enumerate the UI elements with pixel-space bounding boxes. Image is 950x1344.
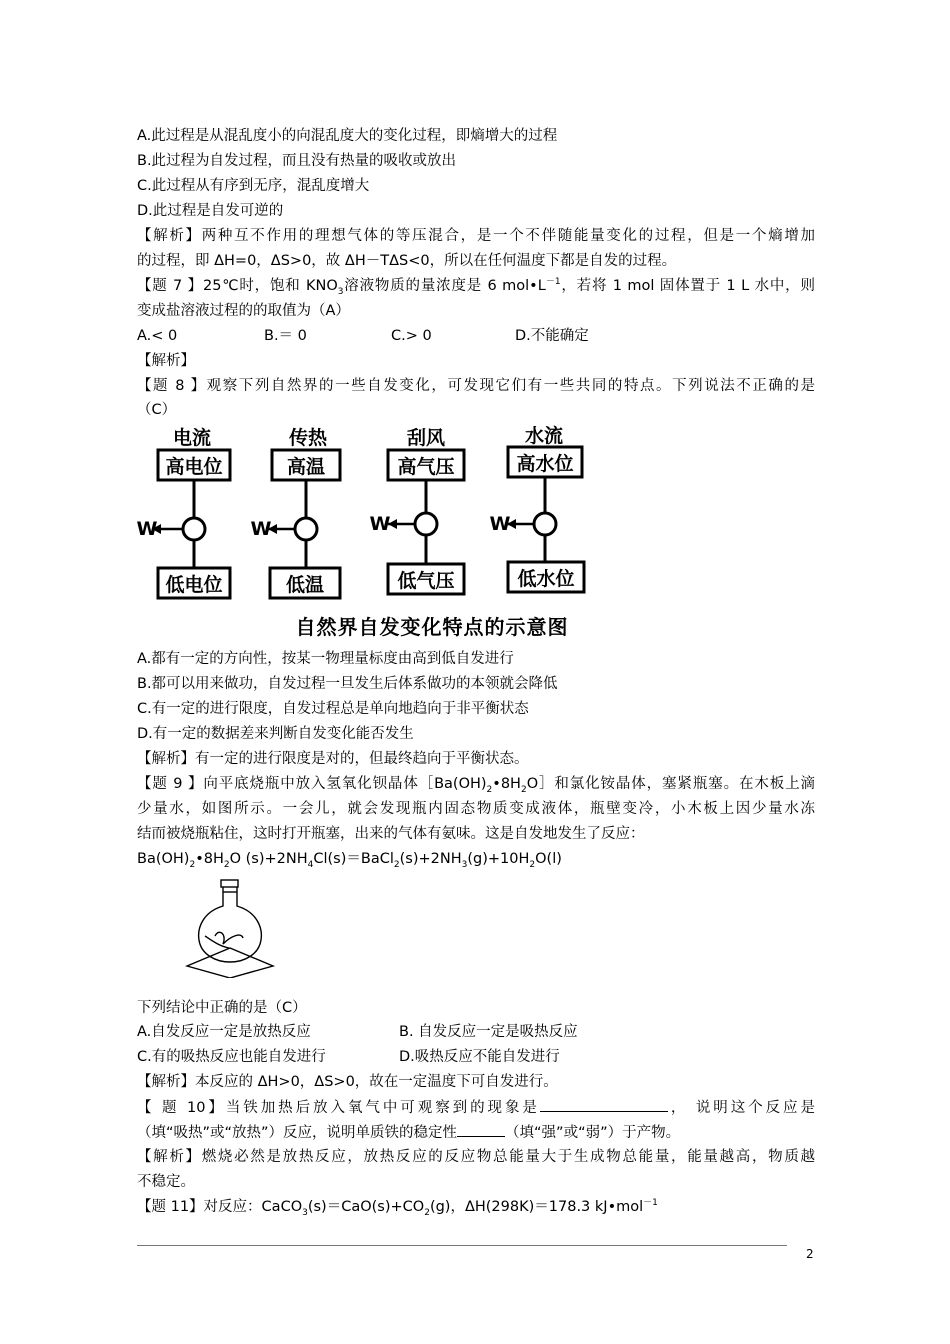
q8-stem-line1: 【题 8 】观察下列自然界的一些自发变化，可发现它们有一些共同的特点。下列说法不正确的是 <box>137 378 815 394</box>
q9-option-a: A.自发反应一定是放热反应 <box>137 1024 311 1040</box>
work-circle <box>295 518 317 540</box>
q8-option-a: A.都有一定的方向性，按某一物理量标度由高到低自发进行 <box>137 651 514 667</box>
q6-option-b: B.此过程为自发过程，而且没有热量的吸收或放出 <box>137 153 457 169</box>
work-label: W <box>250 518 272 540</box>
q6-analysis-line1: 【解析】两种互不作用的理想气体的等压混合，是一个不伴随能量变化的过程，但是一个熵增加 <box>137 228 815 244</box>
q7-option-d: D.不能确定 <box>515 328 589 344</box>
q9-stem-line3: 结而被烧瓶粘住，这时打开瓶塞，出来的气体有氨味。这是自发地发生了反应： <box>137 826 645 842</box>
work-circle <box>415 513 437 535</box>
column-top-label: 高电位 <box>165 456 223 478</box>
work-circle <box>183 518 205 540</box>
q7-stem-line1: 【题 7 】25℃时，饱和 $KNO_3$溶液物质的量浓度是 6 $mol•L^{-1}$，若将 1 mol 固体置于 1 L 水中，则 <box>137 277 815 297</box>
q6-analysis-line2: 的过程，即 ΔH=0，ΔS>0，故 ΔH－TΔS<0，所以在任何温度下都是自发的过程。 <box>137 253 677 269</box>
q10-stem-line2: （填“吸热”或“放热”）反应，说明单质铁的稳定性 （填“强”或“弱”）于产物。 <box>137 1122 680 1143</box>
column-bottom-label: 低电位 <box>165 574 223 596</box>
answer-blank[interactable] <box>540 1097 668 1112</box>
column-bottom-label: 低温 <box>285 574 325 596</box>
q6-option-a: A.此过程是从混乱度小的向混乱度大的变化过程，即熵增大的过程 <box>137 128 558 144</box>
footer-divider <box>137 1245 787 1246</box>
column-top-label: 高温 <box>286 456 326 478</box>
column-title-heat: 传热 <box>288 427 328 449</box>
q7-analysis: 【解析】 <box>137 353 195 369</box>
q7-option-b: B.＝ 0 <box>264 328 307 344</box>
q9-stem-line2: 少量水，如图所示。一会儿，就会发现瓶内固态物质变成液体，瓶壁变冷，小木板上因少量水冻 <box>137 801 815 817</box>
work-circle <box>534 513 556 535</box>
q6-option-c: C.此过程从有序到无序，混乱度增大 <box>137 178 370 194</box>
q9-option-b: B. 自发反应一定是吸热反应 <box>399 1024 578 1040</box>
q9-analysis: 【解析】本反应的 ΔH>0，ΔS>0，故在一定温度下可自发进行。 <box>137 1074 558 1090</box>
column-top-label: 高水位 <box>516 453 574 475</box>
q9-prompt: 下列结论中正确的是（C） <box>137 1000 307 1016</box>
natural-changes-diagram <box>130 418 590 646</box>
q8-option-c: C.有一定的进行限度，自发过程总是单向地趋向于非平衡状态 <box>137 701 529 717</box>
flask-body <box>199 887 262 962</box>
q9-stem-line1: 【题 9 】向平底烧瓶中放入氢氧化钡晶体$[Ba(OH)_2•8H_2O]$和氯化铵晶体，塞紧瓶塞。在木板上滴 <box>137 776 815 795</box>
q9-option-c: C.有的吸热反应也能自发进行 <box>137 1049 326 1065</box>
q6-option-d: D.此过程是自发可逆的 <box>137 203 284 219</box>
flask-on-board-figure <box>185 878 277 978</box>
q10-analysis-line2: 不稳定。 <box>137 1174 195 1190</box>
q7-option-a: A.< 0 <box>137 328 178 344</box>
q10-analysis-line1: 【解析】燃烧必然是放热反应，放热反应的反应物总能量大于生成物总能量，能量越高，物质越 <box>137 1149 815 1165</box>
work-label: W <box>489 513 511 535</box>
page-number: 2 <box>806 1247 814 1261</box>
q9-option-d: D.吸热反应不能自发进行 <box>399 1049 560 1065</box>
q10-stem-line1: 【 题 10】当铁加热后放入氧气中可观察到的现象是 ， 说明这个反应是 <box>137 1097 815 1118</box>
q8-option-d: D.有一定的数据差来判断自发变化能否发生 <box>137 726 414 742</box>
flask-contents <box>215 932 243 944</box>
wooden-board <box>187 948 273 978</box>
column-top-label: 高气压 <box>397 456 455 478</box>
q7-stem-line2: 变成盐溶液过程的的取值为（A） <box>137 303 350 319</box>
column-title-current: 电流 <box>172 427 212 449</box>
work-label: W <box>136 518 158 540</box>
column-title-water: 水流 <box>524 425 564 447</box>
diagram-caption: 自然界自发变化特点的示意图 <box>295 615 569 639</box>
q9-equation: $Ba(OH)_2•8H_2O$ $(s)+2NH_4Cl(s)=BaCl_2(s)+2NH_3(g)+10H_2O(l)$ <box>137 851 562 870</box>
q7-option-c: C.> 0 <box>391 328 432 344</box>
flask-stopper <box>221 880 238 887</box>
column-title-wind: 刮风 <box>406 427 446 449</box>
work-label: W <box>369 513 391 535</box>
q8-option-b: B.都可以用来做功，自发过程一旦发生后体系做功的本领就会降低 <box>137 676 558 692</box>
column-bottom-label: 低气压 <box>397 570 455 592</box>
answer-blank[interactable] <box>457 1122 505 1137</box>
column-bottom-label: 低水位 <box>517 568 575 590</box>
q8-stem-line2: （C） <box>137 402 177 418</box>
q11-stem: 【题 11】对反应：$CaCO_3(s)=CaO(s)+CO_2(g)$，ΔH(298K)＝178.3 kJ•mol$^{-1}$ <box>137 1198 658 1218</box>
q8-analysis: 【解析】有一定的进行限度是对的，但最终趋向于平衡状态。 <box>137 751 529 767</box>
